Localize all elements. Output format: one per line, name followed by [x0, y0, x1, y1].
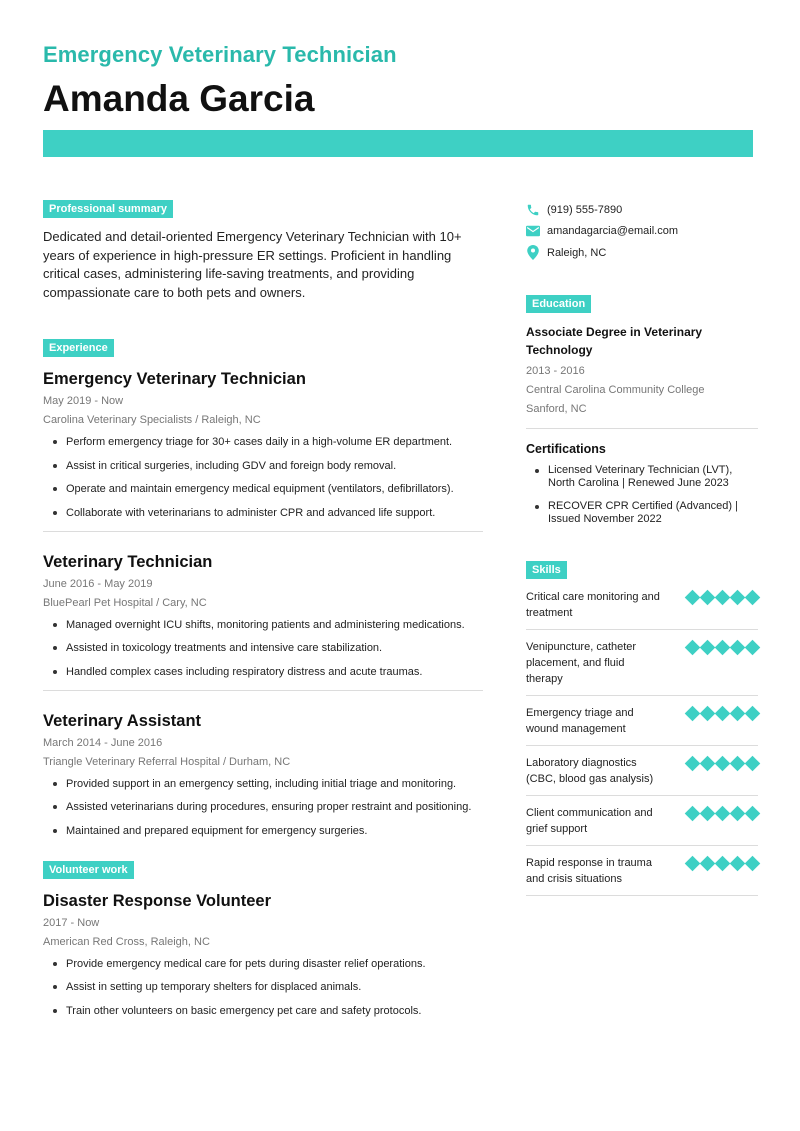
job-bullets [43, 618, 483, 679]
skill-name: Laboratory diagnostics (CBC, blood gas analysis) [526, 756, 654, 785]
job-employer: Triangle Veterinary Referral Hospital / Durham, NC [43, 755, 291, 768]
volunteer-label: Volunteer work [43, 861, 134, 879]
location-pin-icon [526, 246, 540, 260]
rating-diamond-icon [744, 755, 760, 771]
volunteer-bullets [43, 957, 483, 1018]
list-item: Handled complex cases including respiratory distress and acute traumas. [53, 665, 483, 679]
divider [526, 428, 758, 429]
skill-rating [686, 755, 758, 769]
job-dates: May 2019 - Now [43, 395, 124, 407]
education-school: Central Carolina Community College [526, 383, 705, 396]
job-title: Emergency Veterinary Technician [43, 370, 306, 388]
rating-diamond-icon [714, 589, 730, 605]
rating-diamond-icon [699, 705, 715, 721]
skill-name: Critical care monitoring and treatment [526, 590, 660, 619]
rating-diamond-icon [684, 855, 700, 871]
list-item: Assisted in toxicology treatments and intensive care stabilization. [53, 641, 483, 655]
list-item: Maintained and prepared equipment for emergency surgeries. [53, 824, 483, 838]
list-item: Assist in setting up temporary shelters for displaced animals. [53, 980, 483, 994]
rating-diamond-icon [699, 805, 715, 821]
rating-diamond-icon [729, 705, 745, 721]
header-accent-bar [43, 130, 753, 157]
email-text: amandagarcia@email.com [547, 225, 679, 238]
rating-diamond-icon [744, 639, 760, 655]
rating-diamond-icon [684, 755, 700, 771]
skills-label: Skills [526, 561, 567, 579]
certifications-list [526, 464, 758, 527]
location-text: Raleigh, NC [547, 246, 607, 259]
list-item: Managed overnight ICU shifts, monitoring patients and administering medications. [53, 618, 483, 632]
volunteer-entry [43, 891, 483, 1018]
mail-icon [526, 224, 540, 238]
main-column [43, 199, 483, 1027]
certifications-section [526, 441, 758, 527]
skill-rating [686, 855, 758, 869]
volunteer-section [43, 860, 483, 1018]
rating-diamond-icon [684, 589, 700, 605]
skill-name: Emergency triage and wound management [526, 706, 634, 735]
skill-rating [686, 805, 758, 819]
rating-diamond-icon [744, 589, 760, 605]
skill-rating [686, 705, 758, 719]
list-item: Provide emergency medical care for pets during disaster relief operations. [53, 957, 483, 971]
skill-row [526, 696, 758, 746]
rating-diamond-icon [729, 639, 745, 655]
phone-icon [526, 203, 540, 217]
job-title: Veterinary Assistant [43, 711, 202, 730]
rating-diamond-icon [699, 589, 715, 605]
education-degree: Associate Degree in Veterinary Technology [526, 324, 703, 357]
contact-phone[interactable] [526, 199, 758, 221]
side-column [526, 199, 758, 896]
job-dates: March 2014 - June 2016 [43, 736, 163, 749]
education-dates: 2013 - 2016 [526, 364, 585, 377]
skill-name: Venipuncture, catheter placement, and fluid therapy [526, 640, 637, 685]
skills-section [526, 560, 758, 896]
skill-row [526, 580, 758, 630]
rating-diamond-icon [699, 855, 715, 871]
skill-row [526, 796, 758, 846]
job-dates: June 2016 - May 2019 [43, 577, 153, 590]
rating-diamond-icon [699, 639, 715, 655]
contact-email[interactable] [526, 221, 758, 243]
summary-section [43, 199, 483, 302]
job-employer: BluePearl Pet Hospital / Cary, NC [43, 596, 207, 609]
volunteer-dates: 2017 - Now [43, 916, 100, 929]
job-bullets [43, 777, 483, 838]
list-item: Train other volunteers on basic emergency pet care and safety protocols. [53, 1004, 483, 1018]
rating-diamond-icon [729, 805, 745, 821]
certifications-heading: Certifications [526, 441, 606, 456]
list-item: Assist in critical surgeries, including GDV and foreign body removal. [53, 459, 483, 473]
rating-diamond-icon [684, 705, 700, 721]
phone-text: (919) 555-7890 [547, 203, 623, 216]
rating-diamond-icon [714, 705, 730, 721]
contact-location [526, 242, 758, 264]
contact-section [526, 199, 758, 264]
job-title: Veterinary Technician [43, 552, 213, 571]
volunteer-title: Disaster Response Volunteer [43, 891, 272, 910]
rating-diamond-icon [684, 639, 700, 655]
job-entry [43, 369, 483, 532]
skill-name: Client communication and grief support [526, 806, 653, 835]
rating-diamond-icon [729, 755, 745, 771]
rating-diamond-icon [714, 639, 730, 655]
skill-rating [686, 639, 758, 653]
rating-diamond-icon [744, 855, 760, 871]
education-label: Education [526, 295, 591, 313]
education-location: Sanford, NC [526, 402, 587, 415]
resume-role-title: Emergency Veterinary Technician [43, 42, 397, 67]
skills-list [526, 580, 758, 896]
list-item: RECOVER CPR Certified (Advanced) | Issued November 2022 [535, 500, 758, 527]
rating-diamond-icon [729, 589, 745, 605]
rating-diamond-icon [744, 805, 760, 821]
rating-diamond-icon [729, 855, 745, 871]
rating-diamond-icon [714, 805, 730, 821]
list-item: Perform emergency triage for 30+ cases daily in a high-volume ER department. [53, 435, 483, 449]
job-bullets [43, 435, 483, 520]
rating-diamond-icon [744, 705, 760, 721]
skill-row [526, 746, 758, 796]
list-item: Provided support in an emergency setting, including initial triage and monitoring. [53, 777, 483, 791]
divider [43, 531, 483, 532]
rating-diamond-icon [684, 805, 700, 821]
rating-diamond-icon [699, 755, 715, 771]
candidate-name: Amanda Garcia [43, 78, 315, 119]
skill-name: Rapid response in trauma and crisis situations [526, 856, 652, 885]
volunteer-org: American Red Cross, Raleigh, NC [43, 935, 210, 948]
rating-diamond-icon [714, 755, 730, 771]
divider [43, 690, 483, 691]
list-item: Collaborate with veterinarians to administer CPR and advanced life support. [53, 506, 483, 520]
job-entry [43, 711, 483, 838]
list-item: Assisted veterinarians during procedures, ensuring proper restraint and positioning. [53, 800, 483, 814]
job-entry [43, 552, 483, 691]
skill-row [526, 846, 758, 896]
list-item: Licensed Veterinary Technician (LVT), North Carolina | Renewed June 2023 [535, 464, 758, 491]
list-item: Operate and maintain emergency medical equipment (ventilators, defibrillators). [53, 482, 483, 496]
experience-section [43, 338, 483, 838]
education-section [526, 294, 758, 429]
summary-text: Dedicated and detail-oriented Emergency Veterinary Technician with 10+ years of experience in high-pressure ER settings. Proficient in handling critical cases, administering life-saving treatments, and providing compassionate care to both pets and owners. [43, 229, 462, 300]
skill-row [526, 630, 758, 696]
rating-diamond-icon [714, 855, 730, 871]
experience-label: Experience [43, 339, 114, 357]
skill-rating [686, 589, 758, 603]
summary-label: Professional summary [43, 200, 173, 218]
job-employer: Carolina Veterinary Specialists / Raleigh, NC [43, 414, 261, 426]
